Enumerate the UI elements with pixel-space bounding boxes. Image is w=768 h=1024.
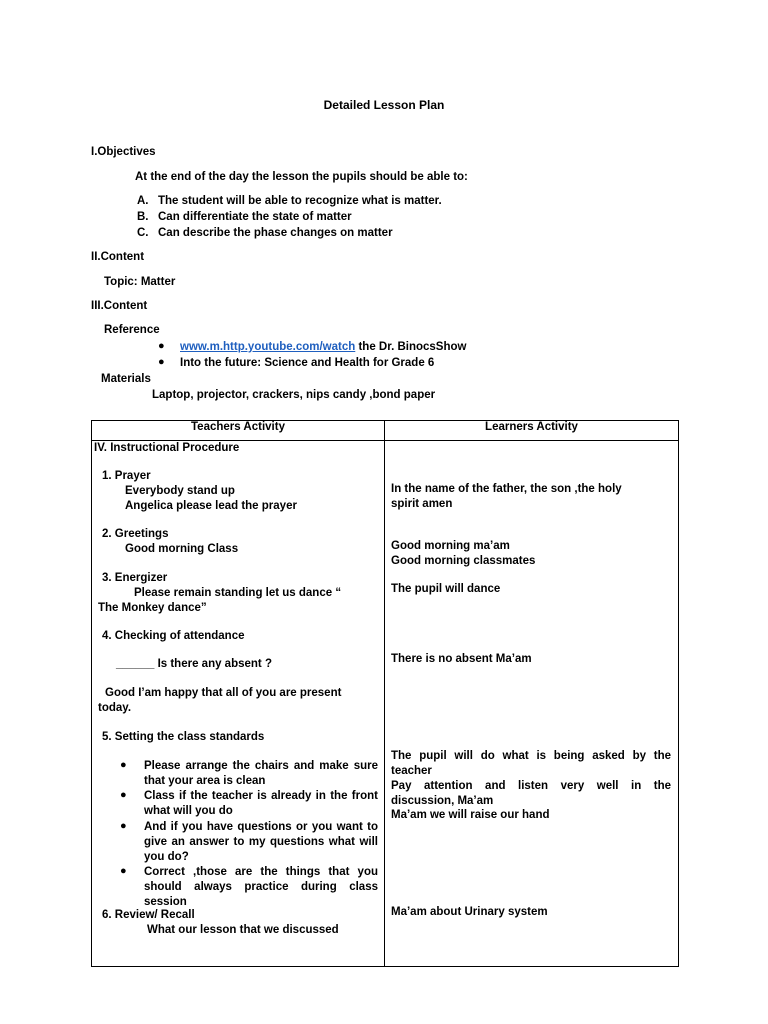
review-line-1: What our lesson that we discussed [147, 924, 339, 936]
standards-heading: 5. Setting the class standards [102, 731, 265, 743]
reference-link[interactable]: www.m.http.youtube.com/watch [180, 341, 356, 353]
reference-item-1-text: the Dr. BinocsShow [355, 341, 467, 353]
objective-marker-a: A. [137, 195, 149, 207]
page-title: Detailed Lesson Plan [323, 98, 445, 112]
prayer-line-1: Everybody stand up [125, 485, 235, 497]
standards-item-1: Please arrange the chairs and make sure that your area is clean [144, 760, 378, 787]
materials-list: Laptop, projector, crackers, nips candy ,bond paper [152, 389, 436, 401]
objective-item-a: The student will be able to recognize what is matter. [158, 195, 442, 207]
prayer-line-2: Angelica please lead the prayer [125, 500, 297, 512]
attendance-heading: 4. Checking of attendance [102, 630, 245, 642]
content2-heading: III.Content [91, 300, 148, 312]
reference-item-1 [180, 341, 466, 353]
learner-greet-line-2: Good morning classmates [391, 555, 536, 567]
learner-prayer-line-2: spirit amen [391, 498, 453, 510]
objective-marker-b: B. [137, 211, 149, 223]
learner-standards-3: Ma’am we will raise our hand [391, 809, 550, 821]
objectives-heading: I.Objectives [91, 146, 156, 158]
greetings-heading: 2. Greetings [102, 528, 169, 540]
content-heading: II.Content [91, 251, 145, 263]
standards-item-2: Class if the teacher is already in the front what will you do [144, 790, 378, 817]
learner-standards-2: Pay attention and listen very well in the discussion, Ma’am [391, 780, 671, 807]
materials-label: Materials [101, 373, 151, 385]
standards-item-4: Correct ,those are the things that you should always practice during class session [144, 866, 378, 908]
table-body-row [92, 441, 679, 967]
teachers-activity-cell [92, 441, 385, 967]
table-header-row [92, 421, 679, 441]
review-heading: 6. Review/ Recall [102, 909, 195, 921]
standards-bullet-1: ● [120, 759, 127, 771]
activity-table [91, 420, 679, 967]
reference-item-2: Into the future: Science and Health for Grade 6 [180, 357, 435, 369]
standards-bullet-3: ● [120, 820, 127, 832]
standards-bullet-4: ● [120, 865, 127, 877]
learner-review: Ma’am about Urinary system [391, 906, 548, 918]
learners-activity-header: Learners Activity [385, 421, 679, 441]
learner-dance: The pupil will dance [391, 583, 501, 595]
objective-item-b: Can differentiate the state of matter [158, 211, 352, 223]
reference-bullet-1: ● [158, 340, 165, 352]
reference-bullet-2: ● [158, 356, 165, 368]
procedure-heading: IV. Instructional Procedure [94, 442, 240, 454]
happy-line-2: today. [98, 702, 132, 714]
learner-prayer-line-1: In the name of the father, the son ,the holy [391, 483, 622, 495]
learner-standards-1: The pupil will do what is being asked by the teacher [391, 750, 671, 777]
happy-line-1: Good I’am happy that all of you are present [105, 687, 342, 699]
reference-label: Reference [104, 324, 160, 336]
energizer-line-1: Please remain standing let us dance “ [134, 587, 342, 599]
objectives-intro: At the end of the day the lesson the pupils should be able to: [135, 171, 468, 183]
teachers-activity-header: Teachers Activity [92, 421, 385, 441]
standards-item-3: And if you have questions or you want to give an answer to my questions what will you do? [144, 821, 378, 863]
energizer-heading: 3. Energizer [102, 572, 168, 584]
prayer-heading: 1. Prayer [102, 470, 151, 482]
objective-item-c: Can describe the phase changes on matter [158, 227, 393, 239]
greetings-line-1: Good morning Class [125, 543, 239, 555]
content-topic: Topic: Matter [104, 276, 176, 288]
learner-absent: There is no absent Ma’am [391, 653, 532, 665]
learner-greet-line-1: Good morning ma’am [391, 540, 510, 552]
absent-question: ______ Is there any absent ? [116, 658, 272, 670]
standards-bullet-2: ● [120, 789, 127, 801]
learners-activity-cell [385, 441, 679, 967]
energizer-line-2: The Monkey dance” [98, 602, 207, 614]
objective-marker-c: C. [137, 227, 149, 239]
